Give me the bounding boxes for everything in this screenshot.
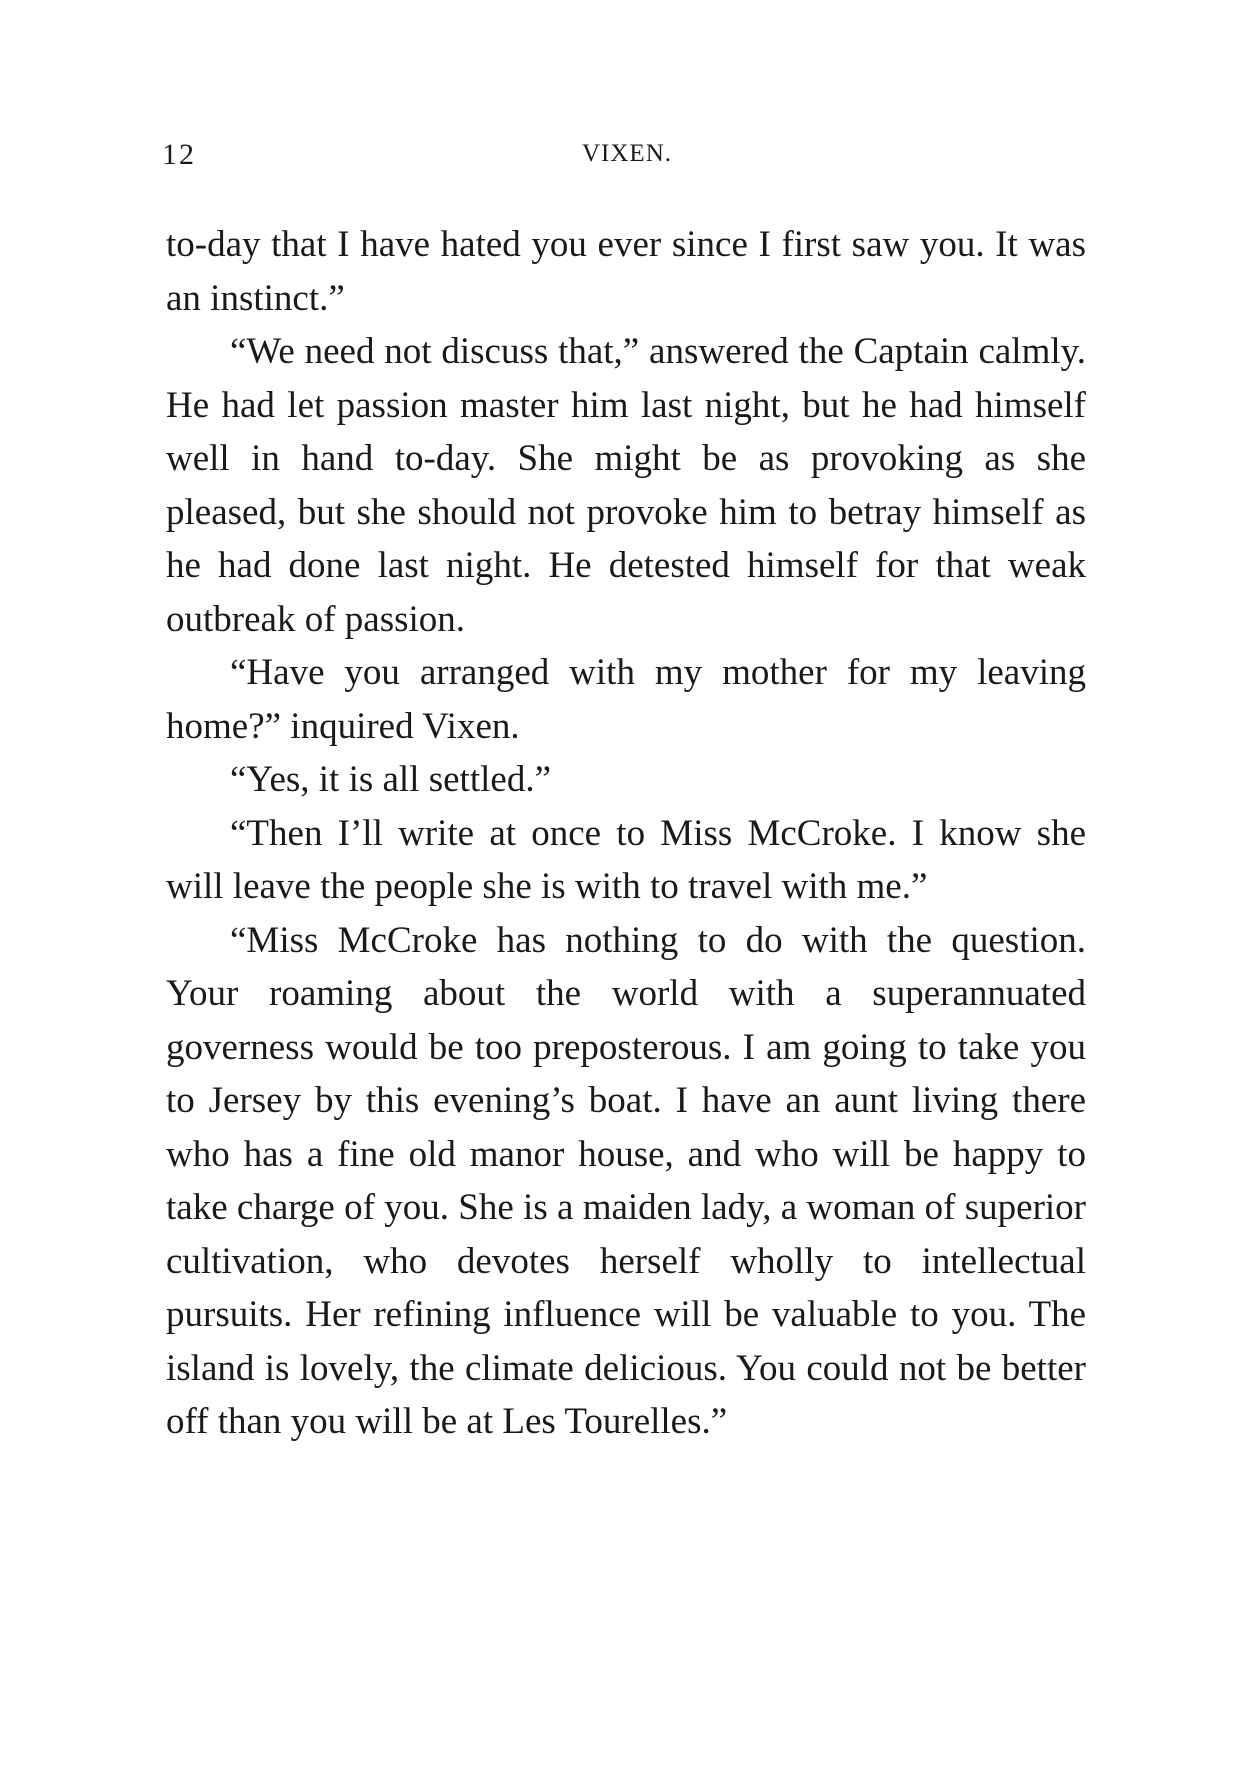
paragraph-miss-mccroke: “Then I’ll write at once to Miss McCroke. I know she will leave the people she is with to travel with me.” bbox=[166, 812, 1086, 907]
page-number: 12 bbox=[162, 138, 196, 171]
running-head bbox=[162, 138, 1092, 178]
running-title: VIXEN. bbox=[581, 140, 672, 167]
paragraph-vixen-question: “Have you arranged with my mother for my leaving home?” inquired Vixen. bbox=[166, 652, 1086, 747]
paragraph-captain-reply: “We need not discuss that,” answered the Captain calmly. He had let passion master him last night, but he had himself well in hand to-day. She might be as provoking as she pleased, but she should not provoke him to betray himself as he had done last night. He detested himself for that weak outbreak of passion. bbox=[166, 331, 1086, 640]
paragraph-jersey-plan: “Miss McCroke has nothing to do with the question. Your roaming about the world with a superannuated governess would be too preposterous. I am going to take you to Jersey by this evening’s boat. I have an aunt living there who has a fine old manor house, and who will be happy to take charge of you. She is a maiden lady, a woman of superior cultivation, who devotes herself wholly to intellectual pursuits. Her refining influence will be valuable to you. The island is lovely, the climate delicious. You could not be better off than you will be at Les Tourelles.” bbox=[166, 919, 1086, 1442]
paragraph-continued: to-day that I have hated you ever since I first saw you. It was an instinct.” bbox=[166, 224, 1086, 319]
paragraph-settled: “Yes, it is all settled.” bbox=[230, 759, 551, 800]
body-text bbox=[166, 218, 1086, 1449]
